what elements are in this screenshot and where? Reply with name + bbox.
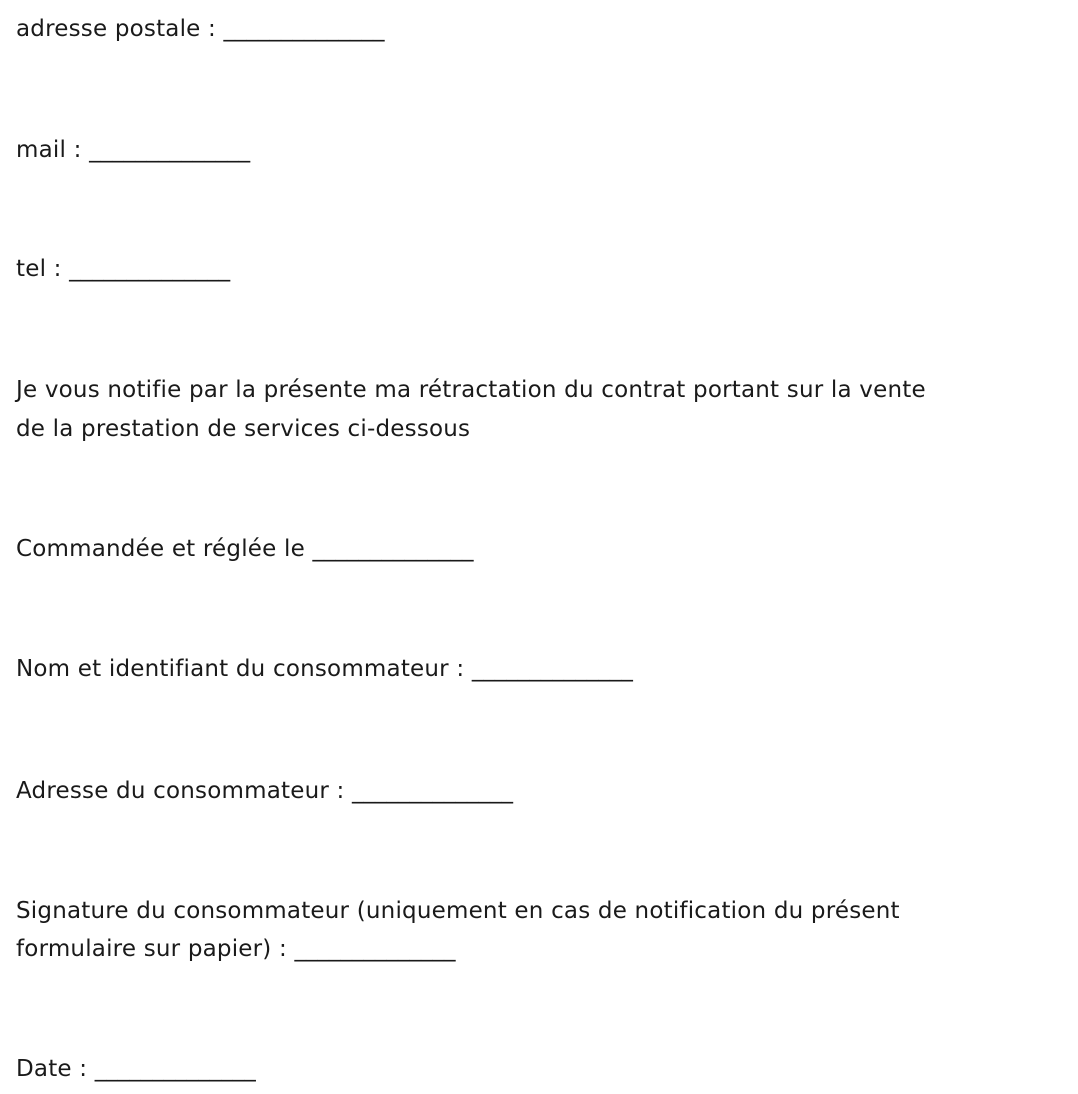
phone-field: [16, 250, 230, 288]
consumer-address-label: Adresse du consommateur :: [16, 778, 352, 804]
consumer-name-field: [16, 650, 633, 688]
postal-address-label: adresse postale :: [16, 16, 224, 42]
notification-line-2: de la prestation de services ci-dessous: [16, 416, 471, 442]
consumer-name-blank[interactable]: ______________: [471, 656, 633, 682]
ordered-date-field: [16, 530, 473, 568]
phone-blank[interactable]: ______________: [69, 256, 231, 282]
consumer-name-label: Nom et identifiant du consommateur :: [16, 656, 472, 682]
date-label: Date :: [16, 1056, 95, 1082]
notification-line-1: Je vous notifie par la présente ma rétractation du contrat portant sur la vente: [16, 377, 926, 403]
phone-label: tel :: [16, 256, 70, 282]
ordered-date-label: Commandée et réglée le: [16, 536, 313, 562]
postal-address-field: [16, 10, 385, 48]
date-field: [16, 1050, 256, 1088]
mail-field: [16, 131, 250, 169]
date-blank[interactable]: ______________: [94, 1056, 256, 1082]
ordered-date-blank[interactable]: ______________: [312, 536, 474, 562]
postal-address-blank[interactable]: ______________: [223, 16, 385, 42]
consumer-address-field: [16, 772, 513, 810]
mail-label: mail :: [16, 137, 90, 163]
signature-blank[interactable]: ______________: [294, 936, 456, 962]
signature-field: [16, 930, 455, 968]
signature-line-1: Signature du consommateur (uniquement en cas de notification du présent: [16, 898, 900, 924]
mail-blank[interactable]: ______________: [89, 137, 251, 163]
signature-label: formulaire sur papier) :: [16, 936, 295, 962]
consumer-address-blank[interactable]: ______________: [351, 778, 513, 804]
